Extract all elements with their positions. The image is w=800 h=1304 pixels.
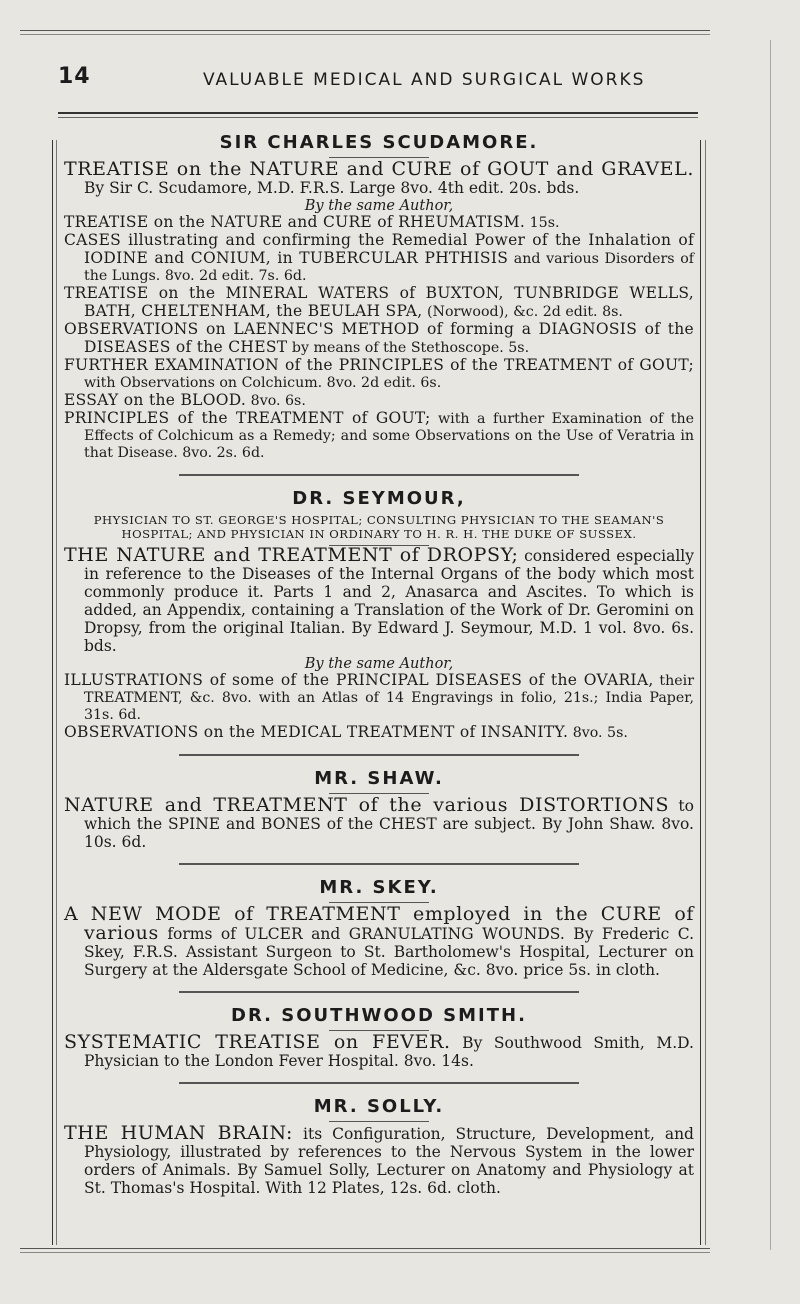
- book-title: OBSERVATIONS on the MEDICAL TREATMENT of INSANITY.: [64, 723, 569, 741]
- running-title: VALUABLE MEDICAL AND SURGICAL WORKS: [203, 70, 646, 90]
- book-details: its Configuration, Structure, Development, and Physiology, illustrated by references to the Nervous System in the lower orders of Animals. By Samuel Solly, Lecturer on Anatomy and Physiology at St. Thomas's Hospital. With 12 Plates, 12s. 6d. cloth.: [84, 1125, 694, 1197]
- header-rule: [58, 112, 698, 114]
- book-details: by means of the Stethoscope. 5s.: [287, 340, 530, 356]
- book-title: ILLUSTRATIONS of some of the PRINCIPAL DISEASES of the OVARIA,: [64, 671, 654, 689]
- book-details: 15s.: [525, 215, 560, 231]
- right-border-rule: [700, 140, 701, 1245]
- author-heading: DR. SOUTHWOOD SMITH.: [231, 1005, 527, 1026]
- top-border-rule: [20, 30, 710, 31]
- book-title: TREATISE on the MINERAL WATERS of BUXTON, TUNBRIDGE WELLS, BATH, CHELTENHAM, the BEULAH SPA,: [64, 284, 694, 320]
- book-entry: [64, 410, 694, 462]
- left-border-rule: [52, 140, 53, 1245]
- same-author-note: By the same Author,: [304, 198, 454, 214]
- page-edge-rule: [770, 40, 771, 1250]
- book-entry: [64, 724, 694, 742]
- left-border-rule-inner: [56, 140, 57, 1245]
- heading-underline: [329, 1121, 429, 1122]
- book-entry: [64, 796, 694, 851]
- book-title: PRINCIPLES of the TREATMENT of GOUT;: [64, 409, 431, 427]
- book-title: THE NATURE and TREATMENT of DROPSY;: [64, 544, 519, 566]
- book-title: FURTHER EXAMINATION of the PRINCIPLES of the TREATMENT of GOUT;: [64, 356, 694, 374]
- bottom-border-rule-inner: [20, 1252, 710, 1253]
- section-divider: [179, 474, 579, 476]
- book-details: and various Disorders of the Lungs. 8vo. 2d edit. 7s. 6d.: [84, 251, 694, 284]
- book-entry: [64, 672, 694, 724]
- author-heading: SIR CHARLES SCUDAMORE.: [219, 132, 539, 153]
- section-divider: [179, 1082, 579, 1084]
- book-title: OBSERVATIONS on LAENNEC'S METHOD of forming a DIAGNOSIS of the DISEASES of the CHEST: [64, 320, 694, 356]
- top-border-rule-inner: [20, 34, 710, 35]
- book-title: SYSTEMATIC TREATISE on FEVER.: [64, 1031, 451, 1053]
- book-entry: [64, 160, 694, 197]
- book-details: (Norwood), &c. 2d edit. 8s.: [422, 304, 623, 320]
- right-border-rule-inner: [705, 140, 706, 1245]
- book-entry: [64, 232, 694, 285]
- book-entry: [64, 1033, 694, 1070]
- page-header: [58, 60, 698, 100]
- book-details: 8vo. 5s.: [568, 725, 628, 741]
- book-entry: [64, 357, 694, 392]
- book-title: TREATISE on the NATURE and CURE of RHEUMATISM.: [64, 213, 526, 231]
- book-title: ESSAY on the BLOOD.: [64, 391, 247, 409]
- catalogue-listing: [64, 130, 694, 1197]
- section-divider: [179, 863, 579, 865]
- book-entry: [64, 546, 694, 655]
- book-details: forms of ULCER and GRANULATING WOUNDS. By Frederic C. Skey, F.R.S. Assistant Surgeon to St. Bartholomew's Hospital, Lecturer on Surgery at the Aldersgate School of Medicine, &c. 8vo. price 5s. in cloth.: [84, 925, 694, 979]
- book-entry: [64, 392, 694, 410]
- book-title: THE HUMAN BRAIN:: [64, 1122, 294, 1144]
- book-details: By Sir C. Scudamore, M.D. F.R.S. Large 8vo. 4th edit. 20s. bds.: [84, 179, 580, 197]
- book-details: By Southwood Smith, M.D. Physician to the London Fever Hospital. 8vo. 14s.: [84, 1034, 694, 1070]
- book-entry: [64, 321, 694, 357]
- book-details: to which the SPINE and BONES of the CHEST are subject. By John Shaw. 8vo. 10s. 6d.: [84, 797, 694, 851]
- author-heading: MR. SOLLY.: [313, 1096, 445, 1117]
- book-title: CASES illustrating and confirming the Remedial Power of the Inhalation of IODINE and CONIUM, in TUBERCULAR PHTHISIS: [64, 231, 694, 267]
- book-details: with Observations on Colchicum. 8vo. 2d edit. 6s.: [84, 375, 442, 391]
- book-title: TREATISE on the NATURE and CURE of GOUT and GRAVEL.: [64, 158, 694, 180]
- book-entry: [64, 214, 694, 232]
- book-title: A NEW MODE of TREATMENT employed in the CURE of various: [64, 903, 694, 944]
- author-positions: PHYSICIAN TO ST. GEORGE'S HOSPITAL; CONSULTING PHYSICIAN TO THE SEAMAN'S HOSPITAL; AND PHYSICIAN IN ORDINARY TO H. R. H. THE DUKE OF SUSSEX.: [93, 513, 665, 541]
- book-details: 8vo. 6s.: [246, 393, 306, 409]
- section-divider: [179, 754, 579, 756]
- page-number: 14: [58, 64, 91, 89]
- bottom-border-rule: [20, 1248, 710, 1249]
- author-heading: DR. SEYMOUR,: [292, 488, 466, 509]
- book-entry: [64, 905, 694, 979]
- author-heading: MR. SKEY.: [319, 877, 439, 898]
- book-details: considered especially in reference to the Diseases of the Internal Organs of the body which most commonly produce it. Parts 1 and 2, Anasarca and Ascites. To which is added, an Appendix, containing a Translation of the Work of Dr. Geromini on Dropsy, from the original Italian. By Edward J. Seymour, M.D. 1 vol. 8vo. 6s. bds.: [84, 547, 695, 655]
- author-heading: MR. SHAW.: [314, 768, 444, 789]
- book-details: their TREATMENT, &c. 8vo. with an Atlas of 14 Engravings in folio, 21s.; India Paper, 31s. 6d.: [84, 673, 694, 723]
- same-author-note: By the same Author,: [304, 656, 454, 672]
- book-title: NATURE and TREATMENT of the various DISTORTIONS: [64, 794, 670, 816]
- header-rule-inner: [58, 117, 698, 118]
- section-divider: [179, 991, 579, 993]
- book-details: with a further Examination of the Effects of Colchicum as a Remedy; and some Observations on the Use of Veratria in that Disease. 8vo. 2s. 6d.: [84, 411, 695, 461]
- book-entry: [64, 285, 694, 321]
- book-entry: [64, 1124, 694, 1197]
